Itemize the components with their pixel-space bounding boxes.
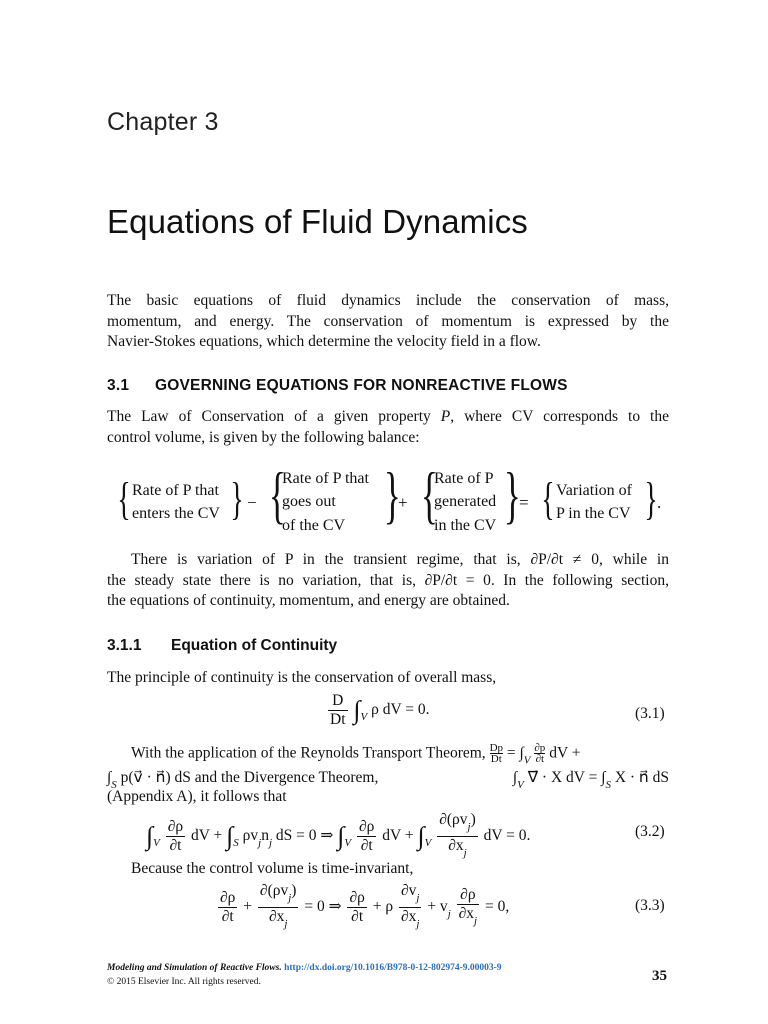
law-text: The Law of Conservation of a given property	[107, 408, 441, 425]
integral-sign: ∫	[353, 695, 361, 725]
intro-line: The basic equations of fluid dynamics include the conservation of mass,	[107, 292, 669, 309]
integral-sign: ∫	[337, 821, 345, 851]
balance-term3-line1: Rate of P	[434, 470, 494, 487]
chapter-label: Chapter 3	[107, 108, 219, 136]
frac-den: Dt	[330, 711, 346, 728]
partial-frac: $\frac{\partial(\rho v_j)}{\partial x_j}$	[439, 811, 476, 859]
frac-num: D	[328, 692, 348, 711]
eq-text: $\rho v_jn_j$ dS = 0 ⇒	[242, 827, 334, 850]
integral-sign: ∫	[417, 821, 425, 851]
integral-sub: V	[424, 837, 432, 850]
partial-frac: $\frac{\partial v_j}{\partial x_j}$	[400, 882, 420, 930]
right-brace: }	[230, 473, 244, 524]
integral-sub: S	[111, 779, 117, 791]
left-brace: {	[420, 459, 438, 530]
balance-term4-line2: P in the CV	[556, 505, 631, 522]
variation-paragraph	[107, 550, 669, 612]
partial-frac: $\frac{\partial\rho}{\partial t}$	[359, 818, 375, 854]
intro-paragraph	[107, 291, 669, 353]
left-brace: {	[117, 473, 131, 524]
partial-frac: $\frac{\partial\rho}{\partial x_j}$	[458, 885, 478, 927]
left-brace: {	[268, 459, 286, 530]
integral-sign: ∫	[107, 769, 112, 786]
page-number: 35	[652, 968, 667, 984]
integral-sub: V	[153, 837, 160, 850]
time-invariant-text: Because the control volume is time-invariant,	[131, 860, 414, 877]
integral-sub: V	[344, 837, 352, 850]
subsection-title: Equation of Continuity	[171, 637, 338, 654]
balance-term4-line1: Variation of	[556, 482, 632, 499]
rtt-line-3: (Appendix A), it follows that	[107, 788, 287, 805]
law-line	[107, 407, 669, 428]
balance-term3-line2: generated	[434, 493, 497, 510]
law-line: control volume, is given by the following balance:	[107, 428, 420, 446]
partial-frac: $\frac{\partial\rho}{\partial t}$	[167, 818, 184, 854]
law-var: P	[440, 408, 451, 425]
footer-copyright: © 2015 Elsevier Inc. All rights reserved.	[107, 977, 261, 987]
rtt-text: With the application of the Reynolds Transport Theorem,	[131, 744, 486, 762]
rtt-frac: $\frac{Dp}{Dt}$	[489, 742, 504, 765]
continuity-intro-line: The principle of continuity is the conservation of overall mass,	[107, 669, 497, 686]
eq-text: = 0,	[484, 898, 510, 916]
eq-text: dV +	[191, 827, 223, 845]
footer-source-line	[107, 961, 502, 975]
variation-line: There is variation of P in the transient regime, that is, ∂P/∂t ≠ 0, while in	[131, 551, 669, 568]
variation-line: the steady state there is no variation, that is, ∂P/∂t = 0. In the following section,	[107, 571, 669, 589]
section-title: GOVERNING EQUATIONS FOR NONREACTIVE FLOWS	[155, 377, 568, 394]
integral-sign: ∫	[226, 821, 234, 851]
equation-3-2	[146, 811, 530, 862]
equation-3-3: $\frac{\partial\rho}{\partial t}$ + $\frac{\partial(\rho v_j)}{\partial x_j}$ = 0 ⇒ $\frac{\partial\rho}{\partial t}$ + ρ $\frac{\partial v_j}{\partial x_j}$ + $v_j$ $\frac{\partial\rho}{\partial x_j}$ = 0,	[216, 882, 509, 933]
rtt-tail: dV +	[549, 744, 581, 762]
plus-sign: +	[398, 493, 408, 512]
right-brace: }	[644, 473, 658, 524]
period: .	[657, 493, 662, 512]
integral-sub: V	[523, 754, 531, 767]
subsection-number: 3.1.1	[107, 637, 142, 654]
equation-number: (3.3)	[635, 897, 665, 914]
intro-line: Navier-Stokes equations, which determine the velocity field in a flow.	[107, 333, 541, 350]
right-brace: }	[503, 459, 521, 530]
balance-term2-line3: of the CV	[282, 517, 346, 534]
law-paragraph	[107, 407, 669, 448]
balance-equation	[0, 460, 768, 540]
balance-term1-line2: enters the CV	[132, 505, 220, 522]
footer-source: Modeling and Simulation of Reactive Flows.	[107, 963, 282, 973]
footer	[107, 961, 502, 989]
divergence-expr: $\int_V$ ∇⃗ · X dV = $\int_S$ X · n⃗ dS	[512, 769, 669, 791]
rtt-eq: = ∫	[506, 744, 524, 762]
right-brace: }	[383, 459, 401, 530]
balance-term3-line3: in the CV	[434, 517, 497, 534]
equation-body: ρ dV = 0.	[371, 701, 430, 719]
integral-sub: S	[233, 837, 239, 850]
equation-number: (3.1)	[635, 705, 665, 722]
equation-number: (3.2)	[635, 823, 665, 840]
section-number: 3.1	[107, 377, 130, 394]
doi-link[interactable]: http://dx.doi.org/10.1016/B978-0-12-802974-9.00003-9	[284, 963, 502, 973]
equation-3-1	[326, 692, 430, 729]
integral-sign: ∫	[146, 821, 154, 851]
material-derivative	[328, 692, 348, 729]
subsection-heading	[107, 637, 337, 655]
integral-sub: V	[360, 711, 368, 724]
eq-text: dV +	[382, 827, 414, 845]
partial-frac: $\frac{\partial\rho}{\partial t}$	[220, 889, 236, 925]
balance-term2-line2: goes out	[282, 493, 336, 510]
rtt-text: p(v⃗ · n⃗) dS and the Divergence Theorem,	[120, 769, 379, 786]
rtt-line-1	[131, 743, 580, 767]
law-text: , where CV corresponds to the	[450, 408, 669, 425]
continuity-intro	[107, 668, 669, 689]
eq-text: = 0 ⇒	[304, 898, 342, 916]
partial-frac: $\frac{\partial\rho}{\partial t}$	[349, 889, 365, 925]
variation-line: the equations of continuity, momentum, and energy are obtained.	[107, 592, 510, 609]
chapter-title: Equations of Fluid Dynamics	[107, 203, 528, 240]
intro-line: momentum, and energy. The conservation of momentum is expressed by the	[107, 312, 669, 330]
equals-sign: =	[519, 493, 529, 512]
section-heading	[107, 377, 568, 395]
rtt-frac: $\frac{\partial p}{\partial t}$	[534, 742, 546, 765]
minus-sign: −	[247, 493, 257, 512]
partial-frac: $\frac{\partial(\rho v_j)}{\partial x_j}$	[259, 882, 297, 930]
eq-text: dV = 0.	[483, 827, 531, 845]
left-brace: {	[541, 473, 555, 524]
balance-term2-line1: Rate of P that	[282, 470, 369, 487]
balance-term1-line1: Rate of P that	[132, 482, 219, 499]
